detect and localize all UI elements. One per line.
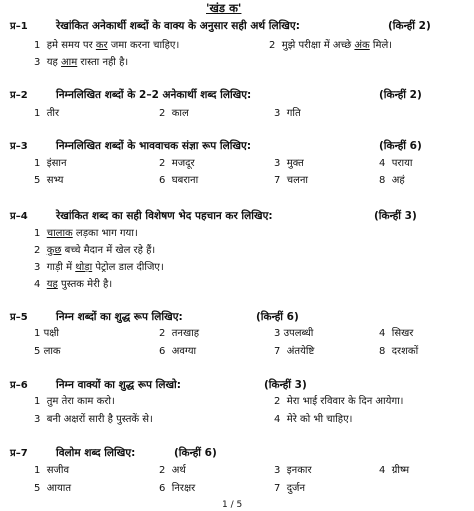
list-item: 1 चालाक लड़का भाग गया।	[34, 228, 138, 239]
question-marks: (किन्हीं 6)	[256, 311, 299, 323]
list-item: 5 आयात	[34, 483, 72, 494]
question-number: प्र–3	[10, 141, 28, 152]
list-item: 3 बनी अक्षरों सारी है पुस्तकें से।	[34, 414, 153, 425]
list-item: 1 हमे समय पर कर जमा करना चाहिए।	[34, 40, 180, 51]
list-item: 5 लाक	[34, 346, 61, 357]
list-item: 2 अर्थ	[159, 465, 186, 476]
question-number: प्र–4	[10, 211, 28, 222]
list-item: 7 अंतयेष्टि	[274, 346, 315, 357]
list-item: 1 सजीव	[34, 465, 70, 476]
list-item: 2 तनखाह	[159, 328, 200, 339]
list-item: 8 दरशकों	[379, 346, 419, 357]
question-title: निम्न शब्दों का शुद्ध रूप लिखिए:	[56, 311, 183, 323]
question-number: प्र–1	[10, 21, 28, 32]
list-item: 3 मुक्त	[274, 158, 304, 169]
question-number: प्र–7	[10, 448, 28, 459]
list-item: 8 अहं	[379, 175, 405, 186]
list-item: 1 तुम तेरा काम करो।	[34, 396, 115, 407]
list-item: 6 घबराना	[159, 175, 199, 186]
list-item: 2 काल	[159, 108, 189, 119]
list-item: 7 चलना	[274, 175, 309, 186]
question-title: रेखांकित शब्द का सही विशेषण भेद पहचान कर लिखिए:	[56, 210, 273, 222]
list-item: 1 पक्षी	[34, 328, 60, 339]
list-item: 4 सिखर	[379, 328, 414, 339]
list-item: 4 पराया	[379, 158, 413, 169]
list-item: 7 दुर्जन	[274, 483, 306, 494]
question-number: प्र–6	[10, 380, 28, 391]
list-item: 3 यह आम रास्ता नही है।	[34, 57, 129, 68]
list-item: 2 मुझे परीक्षा में अच्छे अंक मिले।	[269, 40, 393, 51]
list-item: 2 मजदूर	[159, 158, 195, 169]
list-item: 3 गति	[274, 108, 301, 119]
question-title: रेखांकित अनेकार्थी शब्दों के वाक्य के अनुसार सही अर्थ लिखिए:	[56, 20, 300, 32]
question-marks: (किन्हीं 2)	[379, 89, 422, 101]
list-item: 3 उपलब्धी	[274, 328, 314, 339]
list-item: 3 इनकार	[274, 465, 312, 476]
list-item: 2 मेरा भाई रविवार के दिन आयेगा।	[274, 396, 404, 407]
question-marks: (किन्हीं 3)	[374, 210, 417, 222]
question-title: निम्नलिखित शब्दों के भाववाचक संज्ञा रूप लिखिए:	[56, 140, 252, 152]
list-item: 4 मेरे को भी चाहिए।	[274, 414, 353, 425]
list-item: 6 निरक्षर	[159, 483, 196, 494]
list-item: 4 ग्रीष्म	[379, 465, 410, 476]
question-marks: (किन्हीं 3)	[264, 379, 307, 391]
list-item: 1 तीर	[34, 108, 60, 119]
list-item: 2 कुछ बच्चे मैदान में खेल रहे हैं।	[34, 245, 156, 256]
list-item: 3 गाड़ी में थोड़ा पेट्रोल डाल दीजिए।	[34, 262, 164, 273]
list-item: 5 सभ्य	[34, 175, 64, 186]
question-title: विलोम शब्द लिखिए:	[56, 447, 136, 459]
page-number: 1 / 5	[222, 500, 243, 510]
question-title: निम्नलिखित शब्दों के 2–2 अनेकार्थी शब्द लिखिए:	[56, 89, 252, 101]
list-item: 6 अवग्या	[159, 346, 197, 357]
question-marks: (किन्हीं 6)	[379, 140, 422, 152]
question-marks: (किन्हीं 6)	[174, 447, 217, 459]
question-title: निम्न वाक्यों का शुद्ध रूप लिखो:	[56, 379, 181, 391]
question-number: प्र–5	[10, 312, 28, 323]
list-item: 1 इंसान	[34, 158, 67, 169]
section-header: 'खंड क'	[206, 1, 242, 15]
question-marks: (किन्हीं 2)	[388, 20, 431, 32]
question-number: प्र–2	[10, 90, 28, 101]
list-item: 4 यह पुस्तक मेरी है।	[34, 279, 113, 290]
